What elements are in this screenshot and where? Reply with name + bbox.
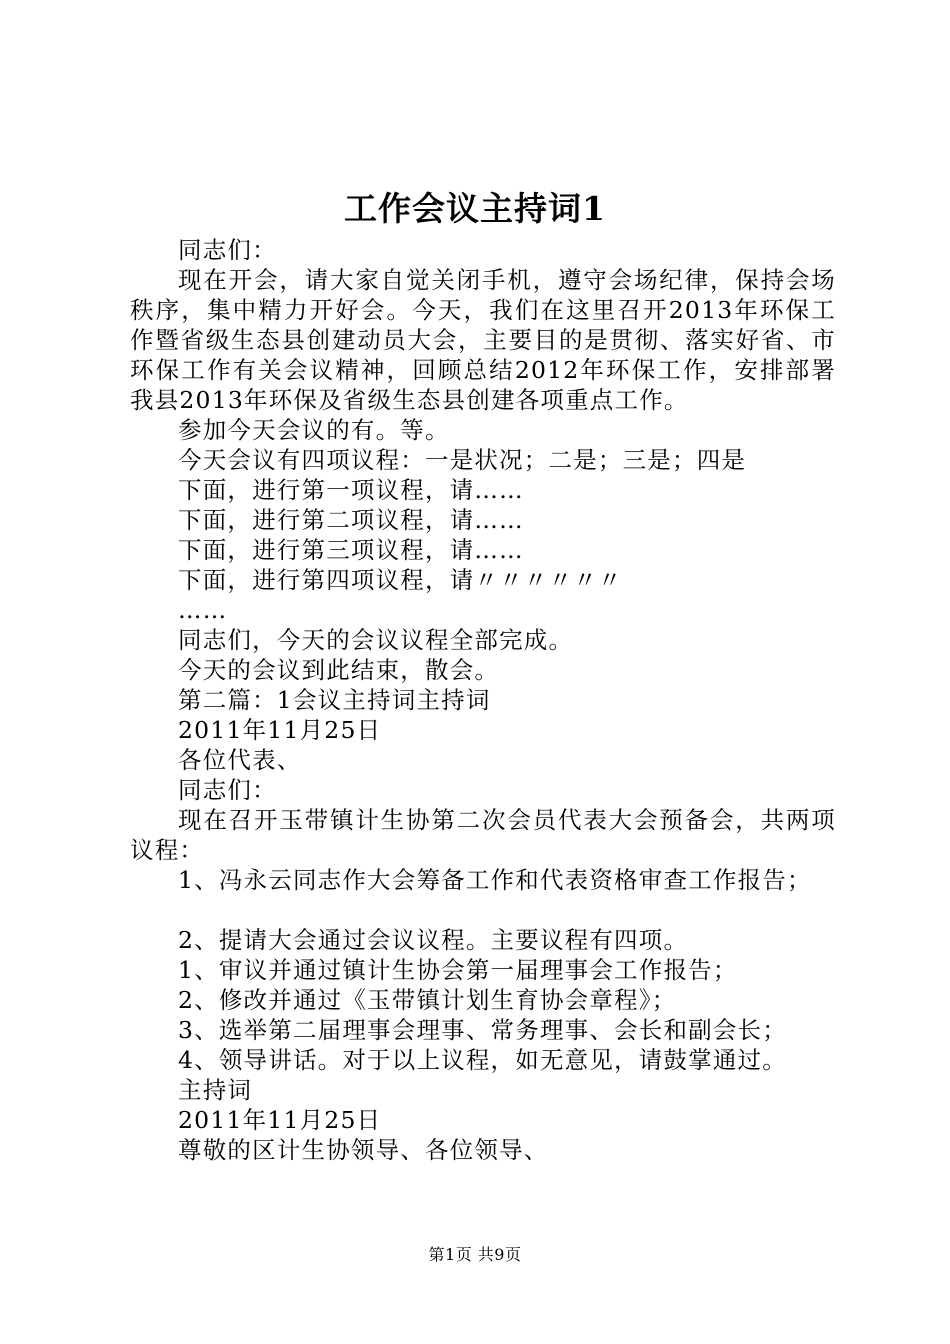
page-footer: 第1页 共9页 (428, 1245, 522, 1264)
paragraph: 今天的会议到此结束，散会。 (178, 656, 500, 684)
paragraph: 现在开会，请大家自觉关闭手机，遵守会场纪律，保持会场秩序，集中精力开好会。今天，我们在这里召开2013年环保工作暨省级生态县创建动员大会，主要目的是贯彻、落实好省、市环保工作有关会议精神，回顾总结2012年环保工作，安排部署我县2013年环保及省级生态县创建各项重点工作。 (130, 266, 836, 414)
paragraph: 今天会议有四项议程：一是状况；二是；三是；四是 (178, 446, 747, 474)
paragraph: 尊敬的区计生协领导、各位领导、 (178, 1136, 549, 1164)
paragraph: 参加今天会议的有。等。 (178, 416, 450, 444)
blank-line (130, 895, 836, 925)
paragraph: 2、修改并通过《玉带镇计划生育协会章程》； (178, 986, 677, 1014)
paragraph: 下面，进行第三项议程，请…… (178, 536, 524, 564)
paragraph: 下面，进行第四项议程，请〃〃〃〃〃〃 (178, 566, 623, 594)
paragraph: 1、冯永云同志作大会筹备工作和代表资格审查工作报告； (178, 866, 812, 894)
paragraph: 2、提请大会通过会议议程。主要议程有四项。 (178, 926, 689, 954)
paragraph: …… (178, 596, 228, 624)
paragraph: 1、审议并通过镇计生协会第一届理事会工作报告； (178, 956, 738, 984)
paragraph: 下面，进行第一项议程，请…… (178, 476, 524, 504)
paragraph: 下面，进行第二项议程，请…… (178, 506, 524, 534)
paragraph: 主持词 (178, 1076, 253, 1104)
document-body (130, 235, 836, 1165)
paragraph: 2011年11月25日 (178, 716, 382, 744)
document-title: 工作会议主持词1 (344, 189, 606, 228)
paragraph: 各位代表、 (178, 746, 302, 774)
paragraph: 第二篇：1会议主持词主持词 (178, 686, 491, 714)
paragraph: 现在召开玉带镇计生协第二次会员代表大会预备会，共两项议程： (130, 806, 836, 864)
paragraph: 4、领导讲话。对于以上议程，如无意见，请鼓掌通过。 (178, 1046, 787, 1074)
paragraph: 同志们： (178, 236, 277, 264)
paragraph: 3、选举第二届理事会理事、常务理事、会长和副会长； (178, 1016, 787, 1044)
paragraph: 同志们： (178, 776, 277, 804)
paragraph: 2011年11月25日 (178, 1106, 382, 1134)
paragraph: 同志们，今天的会议议程全部完成。 (178, 626, 574, 654)
